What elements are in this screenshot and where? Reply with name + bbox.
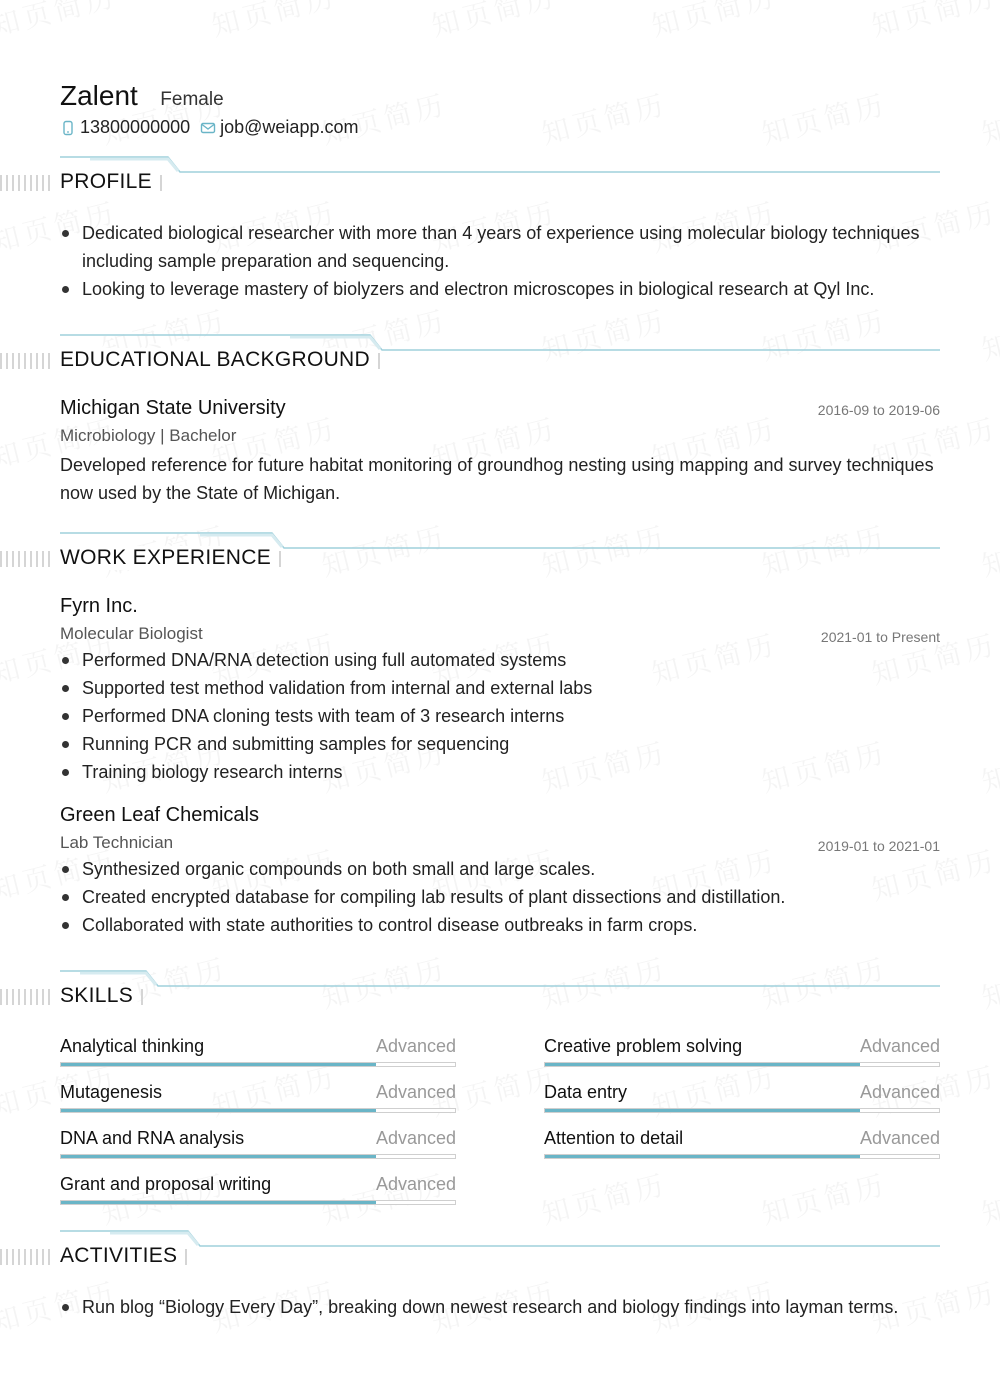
watermark-text [647,0,781,45]
section-decor-bars [0,989,50,1005]
watermark-text [207,0,341,45]
activities-section-header [60,1230,940,1266]
skill-bar [60,1200,456,1205]
skill-item [544,1082,940,1118]
skill-item [60,1174,456,1210]
watermark-text [977,1163,1000,1233]
candidate-gender: Female [160,89,224,110]
skill-name: DNA and RNA analysis [60,1128,245,1148]
skill-bar-fill [61,1201,376,1204]
mail-icon [200,120,216,136]
company-name: Fyrn Inc. [60,595,138,617]
section-decor-bars [0,353,50,369]
work-section-header [60,532,940,568]
job-date: 2019-01 to 2021-01 [817,838,940,854]
skill-level: Advanced [859,1128,940,1148]
skill-level: Advanced [375,1082,456,1102]
watermark-text [757,1163,891,1233]
education-title: EDUCATIONAL BACKGROUND [60,348,374,372]
watermark-text [537,1163,671,1233]
skill-level: Advanced [859,1082,940,1102]
list-item: Collaborated with state authorities to control disease outbreaks in farm crops. [60,911,940,939]
phone-number[interactable]: 13800000000 [80,117,191,137]
activities-title: ACTIVITIES [60,1244,181,1268]
education-description: Developed reference for future habitat monitoring of groundhog nesting using mapping and survey techniques now used by the State of Michigan. [60,455,934,503]
skill-level: Advanced [375,1036,456,1056]
skill-name: Grant and proposal writing [60,1174,272,1194]
skill-item [544,1036,940,1072]
job-duties-list [60,646,940,786]
skills-title: SKILLS [60,984,137,1008]
skill-name: Attention to detail [544,1128,684,1148]
skill-level: Advanced [859,1036,940,1056]
job-duties-list [60,855,940,939]
section-decor-bars [0,1249,50,1265]
skill-name: Analytical thinking [60,1036,205,1056]
skill-name: Mutagenesis [60,1082,163,1102]
skill-bar [544,1062,940,1067]
watermark-text [977,299,1000,369]
skill-bar-fill [545,1063,860,1066]
skill-bar-fill [61,1155,376,1158]
skill-bar-fill [61,1109,376,1112]
skill-bar [544,1154,940,1159]
list-item: Run blog “Biology Every Day”, breaking down newest research and biology findings into layman terms. [60,1293,940,1321]
watermark-text [977,947,1000,1017]
job-date: 2021-01 to Present [820,629,940,645]
skill-level: Advanced [375,1174,456,1194]
name-row [60,80,224,112]
list-item: Synthesized organic compounds on both small and large scales. [60,855,940,883]
education-section-header [60,334,940,370]
profile-title: PROFILE [60,170,156,194]
skill-bar [60,1108,456,1113]
skill-bar-fill [545,1109,860,1112]
section-divider [60,156,940,176]
list-item: Training biology research interns [60,758,940,786]
skill-bar-fill [545,1155,860,1158]
list-item: Dedicated biological researcher with more than 4 years of experience using molecular biology techniques including sample preparation and sequencing. [60,219,940,275]
skill-name: Data entry [544,1082,628,1102]
phone-icon [60,120,76,136]
skill-bar [544,1108,940,1113]
skill-item [60,1082,456,1118]
skill-bar-fill [61,1063,376,1066]
watermark-text [757,83,891,153]
degree: Microbiology | Bachelor [60,426,237,445]
email-address[interactable]: job@weiapp.com [220,117,359,137]
skill-name: Creative problem solving [544,1036,743,1056]
skill-item [60,1128,456,1164]
watermark-text [867,0,1000,45]
list-item: Performed DNA/RNA detection using full automated systems [60,646,940,674]
skill-item [544,1128,940,1164]
profile-list [60,219,940,303]
candidate-name: Zalent [60,80,138,111]
skill-level: Advanced [375,1128,456,1148]
contact-row [60,117,358,138]
section-decor-bars [0,551,50,567]
job-role: Molecular Biologist [60,624,203,643]
skills-section-header [60,970,940,1006]
list-item: Performed DNA cloning tests with team of 3 research interns [60,702,940,730]
watermark-text [977,83,1000,153]
list-item: Created encrypted database for compiling lab results of plant dissections and distillation. [60,883,940,911]
school-name: Michigan State University [60,397,286,419]
skill-bar [60,1062,456,1067]
list-item: Running PCR and submitting samples for sequencing [60,730,940,758]
section-divider [60,970,940,990]
watermark-text [977,515,1000,585]
watermark-text [537,83,671,153]
section-divider [60,1230,940,1250]
watermark-text [0,0,121,45]
watermark-text [977,731,1000,801]
section-decor-bars [0,175,50,191]
work-title: WORK EXPERIENCE [60,546,275,570]
activities-list [60,1293,940,1321]
list-item: Supported test method validation from internal and external labs [60,674,940,702]
skill-bar [60,1154,456,1159]
education-date: 2016-09 to 2019-06 [817,402,940,418]
watermark-text [427,0,561,45]
list-item: Looking to leverage mastery of biolyzers and electron microscopes in biological research at Qyl Inc. [60,275,940,303]
profile-section-header [60,156,940,192]
company-name: Green Leaf Chemicals [60,804,259,826]
skill-item [60,1036,456,1072]
job-role: Lab Technician [60,833,174,852]
